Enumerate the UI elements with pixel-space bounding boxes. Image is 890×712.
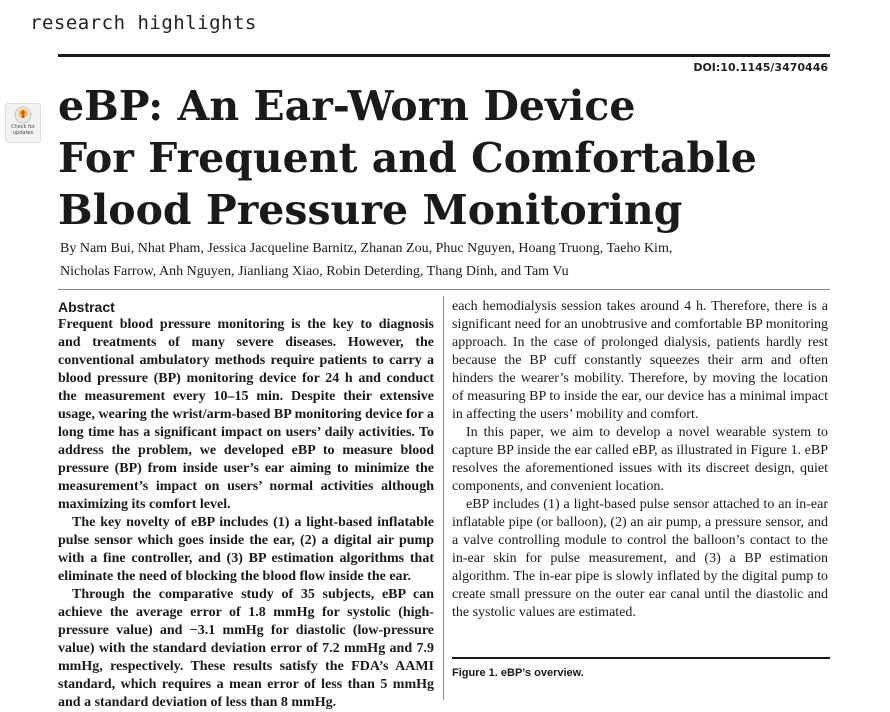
abstract-column [58, 298, 434, 712]
column-divider [443, 296, 444, 700]
body-paragraph: each hemodialysis session takes around 4 h. Therefore, there is a significant need for an unobtrusive and comfortable BP monitoring approach. In the case of prolonged dialysis, patients hardly rest because the BP cuff constantly squeezes their arm and often hinders the wearer’s mobility. Therefore, by moving the location of measuring BP to inside the ear, our device has a minimal impact in affecting the users’ mobility and comfort. [452, 299, 828, 422]
abstract-heading: Abstract [58, 299, 115, 315]
title-line: For Frequent and Comfortable [58, 134, 757, 182]
top-rule [58, 54, 830, 57]
figure-caption: Figure 1. eBP’s overview. [452, 667, 584, 679]
section-label: research highlights [30, 12, 257, 34]
title-line: Blood Pressure Monitoring [58, 186, 683, 234]
article-title [58, 80, 848, 236]
check-for-updates-badge[interactable] [5, 103, 41, 143]
badge-line-1: Check for [11, 124, 35, 130]
doi-label[interactable]: DOI:10.1145/3470446 [693, 61, 828, 74]
abstract-paragraph: The key novelty of eBP includes (1) a light-based inflatable pulse sensor which goes inside the ear, (2) a digital air pump with a fine controller, and (3) BP estimation algorithms that eliminate the need of blocking the blood flow inside the ear. [58, 515, 434, 584]
section-divider [58, 289, 830, 290]
author-list [60, 237, 830, 283]
badge-line-2: updates [12, 130, 34, 136]
title-line: eBP: An Ear-Worn Device [58, 82, 636, 130]
author-line: By Nam Bui, Nhat Pham, Jessica Jacqueline Barnitz, Zhanan Zou, Phuc Nguyen, Hoang Truong, Taeho Kim, [60, 241, 673, 256]
figure-rule [452, 657, 830, 659]
body-paragraph: In this paper, we aim to develop a novel wearable system to capture BP inside the ear called eBP, as illustrated in Figure 1. eBP resolves the aforementioned issues with its discreet design, quiet components, and convenient location. [452, 425, 828, 494]
author-line: Nicholas Farrow, Anh Nguyen, Jianliang Xiao, Robin Deterding, Thang Dinh, and Tam Vu [60, 264, 569, 279]
abstract-paragraph: Through the comparative study of 35 subjects, eBP can achieve the average error of 1.8 mmHg for systolic (high-pressure value) and −3.1 mmHg for diastolic (low-pressure value) with the standard deviation error of 7.2 mmHg and 7.9 mmHg, respectively. These results satisfy the FDA’s AAMI standard, which requires a mean error of less than 5 mmHg and a standard deviation of less than 8 mmHg. [58, 587, 434, 710]
check-updates-icon [14, 106, 32, 124]
body-paragraph: eBP includes (1) a light-based pulse sensor attached to an in-ear inflatable pipe (or balloon), (2) an air pump, a pressure sensor, and a valve controlling module to control the balloon’s contact to the in-ear skin for pulse measurement, and (3) a BP estimation algorithm. The in-ear pipe is slowly inflated by the digital pump to create small pressure on the outer ear canal until the diastolic and the systolic values are estimated. [452, 497, 828, 620]
abstract-paragraph: Frequent blood pressure monitoring is the key to diagnosis and treatments of many severe diseases. However, the conventional ambulatory methods require patients to carry a blood pressure (BP) monitoring device for 24 h and conduct the measurement every 10–15 min. Despite their extensive usage, wearing the wrist/arm-based BP monitoring device for a long time has a significant impact on users’ daily activities. To address the problem, we developed eBP to measure blood pressure (BP) from inside user’s ear aiming to minimize the measurement’s impact on users’ normal activities although maximizing its comfort level. [58, 317, 434, 512]
body-column [452, 298, 828, 622]
